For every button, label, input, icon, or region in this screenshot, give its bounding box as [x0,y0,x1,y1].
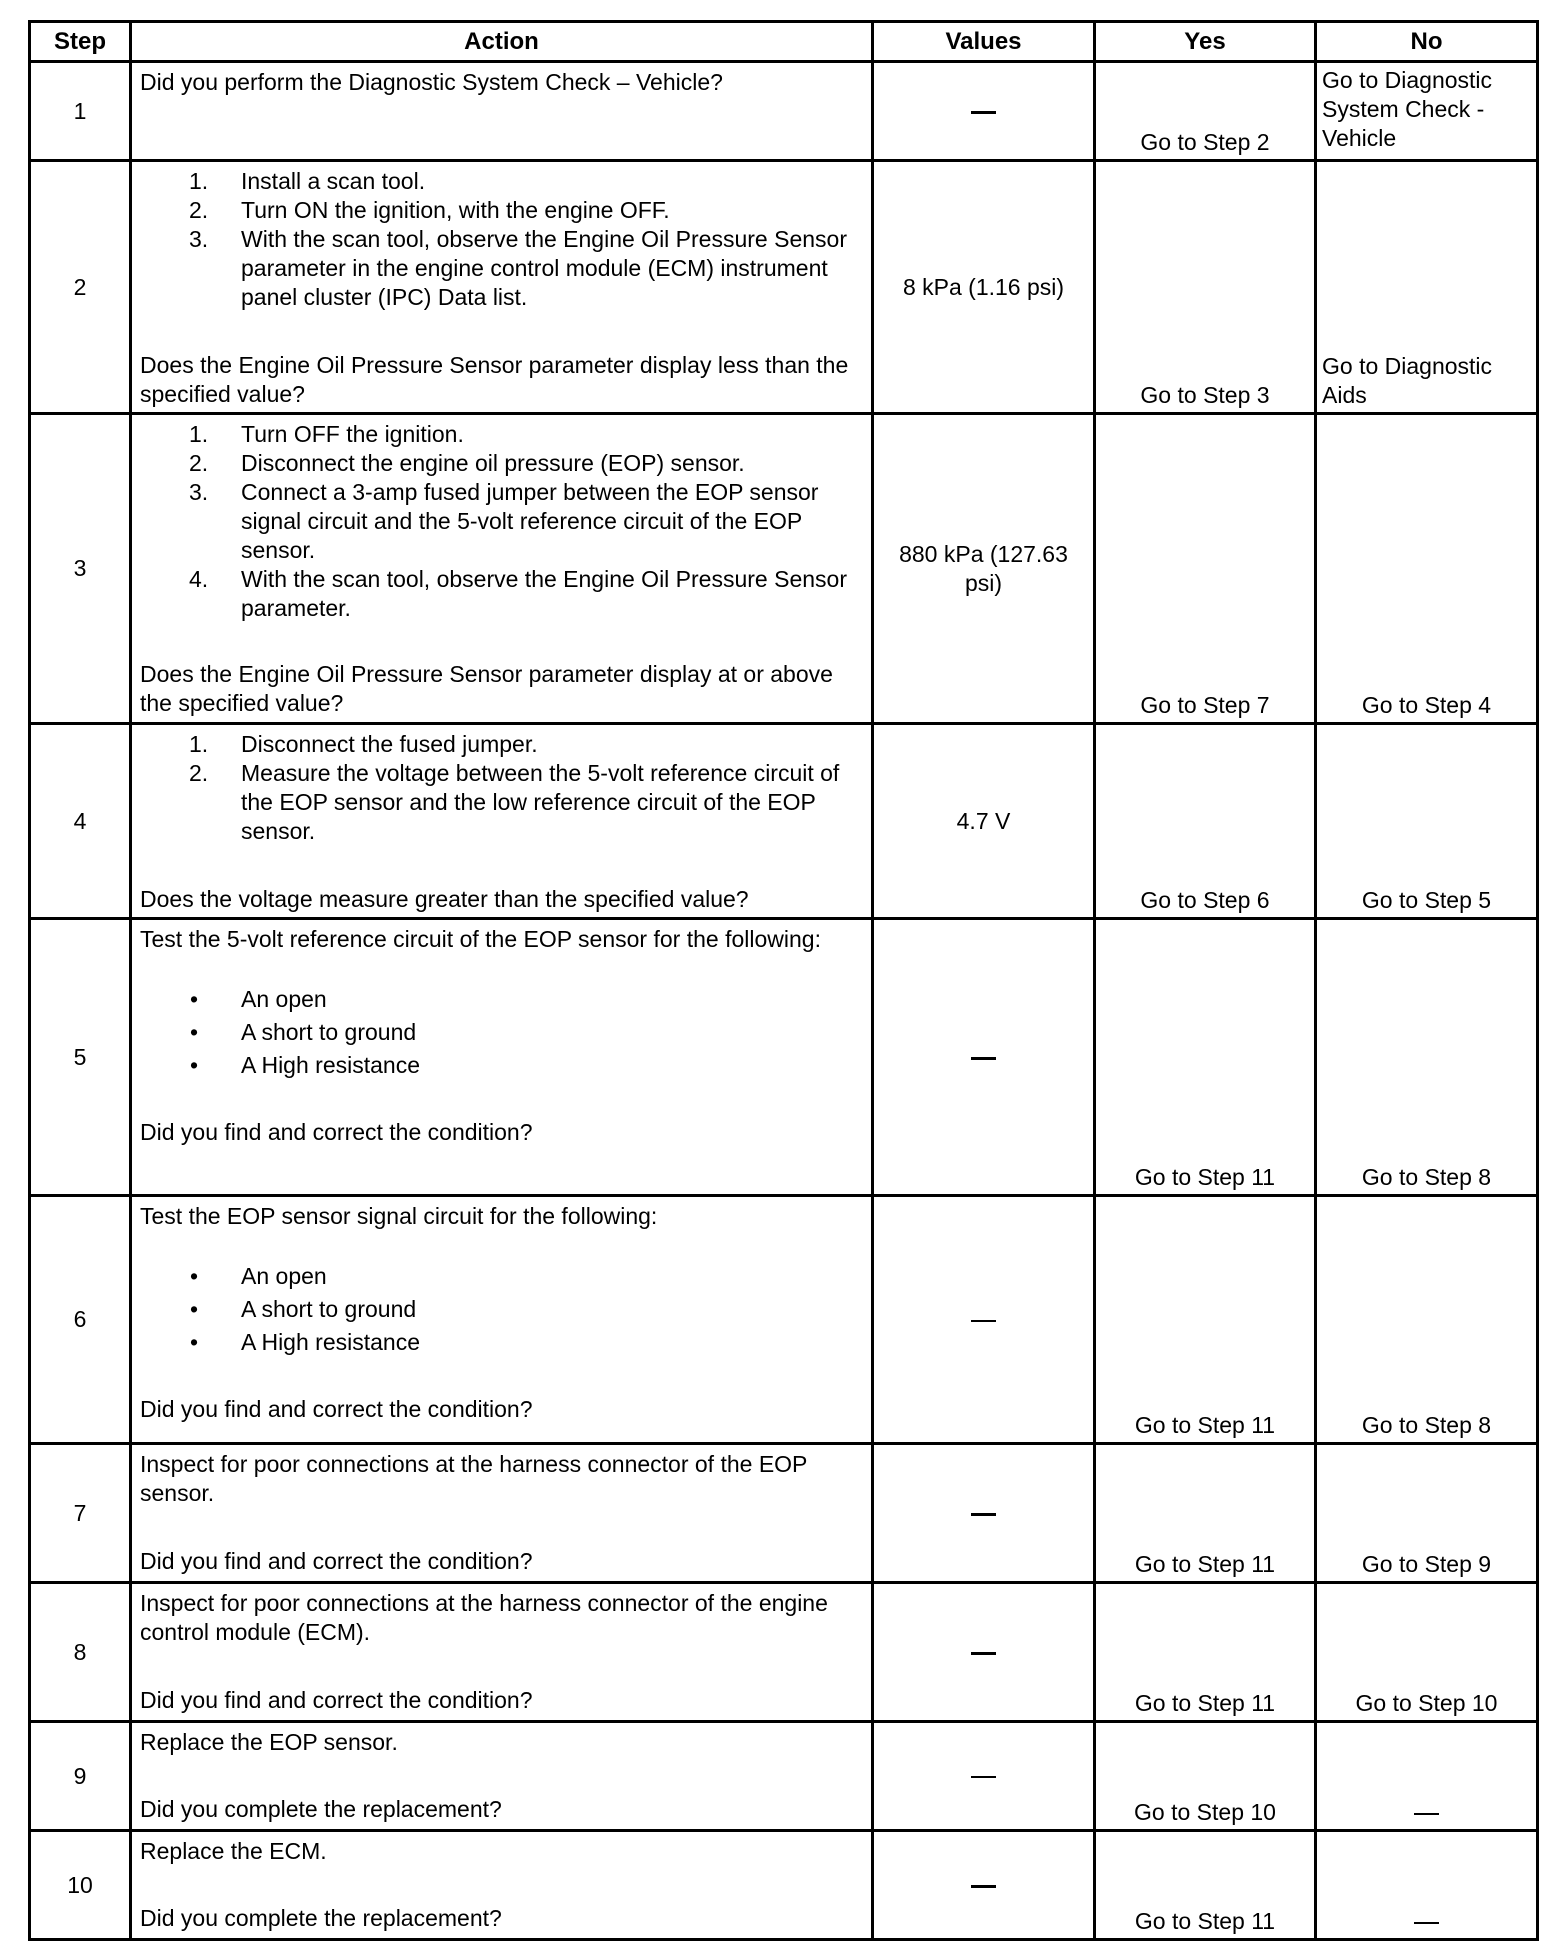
value-cell [873,62,1095,161]
no-cell: Go to Diagnostic System Check - Vehicle [1316,62,1538,161]
header-no: No [1316,22,1538,62]
action-cell [131,1583,873,1722]
step-number: 10 [30,1831,131,1940]
action-cell [131,724,873,919]
yes-cell: Go to Step 2 [1095,62,1316,161]
yes-cell: Go to Step 6 [1095,724,1316,919]
yes-cell: Go to Step 11 [1095,1444,1316,1583]
dash-mark [971,1057,996,1060]
no-cell: Go to Step 4 [1316,414,1538,724]
diagnostic-table [28,20,1539,1941]
action-cell [131,1831,873,1940]
no-cell: Go to Step 8 [1316,1196,1538,1444]
list-item: • A short to ground [190,1296,417,1322]
list-item: 4. With the scan tool, observe the Engine Oil Pressure Sensor parameter. [189,566,847,621]
no-cell: Go to Step 5 [1316,724,1538,919]
table-row [30,1722,1538,1831]
step-number: 2 [30,161,131,414]
list-item: • An open [190,986,327,1012]
bullet-list [140,1260,863,1359]
step-number: 6 [30,1196,131,1444]
action-question: Does the Engine Oil Pressure Sensor parameter display at or above the specified value? [140,661,833,716]
list-item: 1. Turn OFF the ignition. [189,421,464,447]
yes-cell: Go to Step 10 [1095,1722,1316,1831]
dash-mark [1414,1922,1439,1924]
table-row [30,1831,1538,1940]
action-cell [131,1196,873,1444]
value-cell: 8 kPa (1.16 psi) [873,161,1095,414]
yes-cell: Go to Step 11 [1095,1583,1316,1722]
action-text: Inspect for poor connections at the harness connector of the EOP sensor. [140,1451,807,1506]
action-question: Does the Engine Oil Pressure Sensor parameter display less than the specified value? [140,352,849,407]
header-values: Values [873,22,1095,62]
action-question: Does the voltage measure greater than the specified value? [140,886,749,912]
no-cell: Go to Diagnostic Aids [1316,161,1538,414]
list-item: 3. Connect a 3-amp fused jumper between the EOP sensor signal circuit and the 5-volt reference circuit of the EOP sensor. [189,479,819,563]
dash-mark [971,1885,996,1888]
value-cell [873,1444,1095,1583]
action-text: Replace the ECM. [140,1838,327,1864]
list-item: 2. Turn ON the ignition, with the engine OFF. [189,197,670,223]
value-cell [873,1722,1095,1831]
no-cell [1316,1831,1538,1940]
action-text: Inspect for poor connections at the harness connector of the engine control module (ECM). [140,1590,828,1645]
value-cell [873,1583,1095,1722]
step-number: 7 [30,1444,131,1583]
yes-cell: Go to Step 3 [1095,161,1316,414]
value-cell [873,1831,1095,1940]
yes-cell: Go to Step 11 [1095,919,1316,1196]
list-item: • A High resistance [190,1052,420,1078]
numbered-list [140,420,863,623]
dash-mark [971,1652,996,1655]
table-row [30,414,1538,724]
table-row [30,919,1538,1196]
action-cell [131,1722,873,1831]
value-cell: 4.7 V [873,724,1095,919]
header-action: Action [131,22,873,62]
list-item: • An open [190,1263,327,1289]
yes-cell: Go to Step 11 [1095,1831,1316,1940]
action-question: Did you find and correct the condition? [140,1396,533,1422]
step-number: 8 [30,1583,131,1722]
list-item: • A High resistance [190,1329,420,1355]
table-row [30,1444,1538,1583]
table-row [30,161,1538,414]
action-cell [131,161,873,414]
dash-mark [971,111,996,114]
action-cell [131,62,873,161]
list-item: • A short to ground [190,1019,417,1045]
list-item: 3. With the scan tool, observe the Engine Oil Pressure Sensor parameter in the engine control module (ECM) instrument panel cluster (IPC) Data list. [189,226,847,310]
list-item: 1. Disconnect the fused jumper. [189,731,538,757]
yes-cell: Go to Step 7 [1095,414,1316,724]
step-number: 1 [30,62,131,161]
action-question: Did you complete the replacement? [140,1905,502,1931]
yes-cell: Go to Step 11 [1095,1196,1316,1444]
no-cell: Go to Step 9 [1316,1444,1538,1583]
numbered-list [140,167,863,312]
dash-mark [971,1776,996,1778]
action-question: Did you find and correct the condition? [140,1548,533,1574]
table-row [30,724,1538,919]
header-row [30,22,1538,62]
step-number: 4 [30,724,131,919]
numbered-list [140,730,863,846]
action-question: Did you complete the replacement? [140,1796,502,1822]
dash-mark [971,1320,996,1322]
dash-mark [971,1513,996,1516]
dash-mark [1414,1813,1439,1815]
action-cell [131,1444,873,1583]
step-number: 3 [30,414,131,724]
action-text: Test the EOP sensor signal circuit for the following: [140,1203,658,1229]
action-cell [131,919,873,1196]
action-cell [131,414,873,724]
value-cell [873,919,1095,1196]
value-cell: 880 kPa (127.63 psi) [873,414,1095,724]
no-cell: Go to Step 8 [1316,919,1538,1196]
list-item: 2. Disconnect the engine oil pressure (EOP) sensor. [189,450,745,476]
no-cell [1316,1722,1538,1831]
table-row [30,1583,1538,1722]
no-cell: Go to Step 10 [1316,1583,1538,1722]
table-row [30,1196,1538,1444]
header-yes: Yes [1095,22,1316,62]
action-question: Did you find and correct the condition? [140,1119,533,1145]
action-question: Did you find and correct the condition? [140,1687,533,1713]
step-number: 5 [30,919,131,1196]
table-row [30,62,1538,161]
action-text: Test the 5-volt reference circuit of the EOP sensor for the following: [140,926,821,952]
step-number: 9 [30,1722,131,1831]
action-text: Did you perform the Diagnostic System Check – Vehicle? [140,69,723,95]
value-cell [873,1196,1095,1444]
header-step: Step [30,22,131,62]
list-item: 1. Install a scan tool. [189,168,426,194]
bullet-list [140,983,863,1082]
list-item: 2. Measure the voltage between the 5-volt reference circuit of the EOP sensor and the low reference circuit of the EOP sensor. [189,760,840,844]
action-text: Replace the EOP sensor. [140,1729,398,1755]
